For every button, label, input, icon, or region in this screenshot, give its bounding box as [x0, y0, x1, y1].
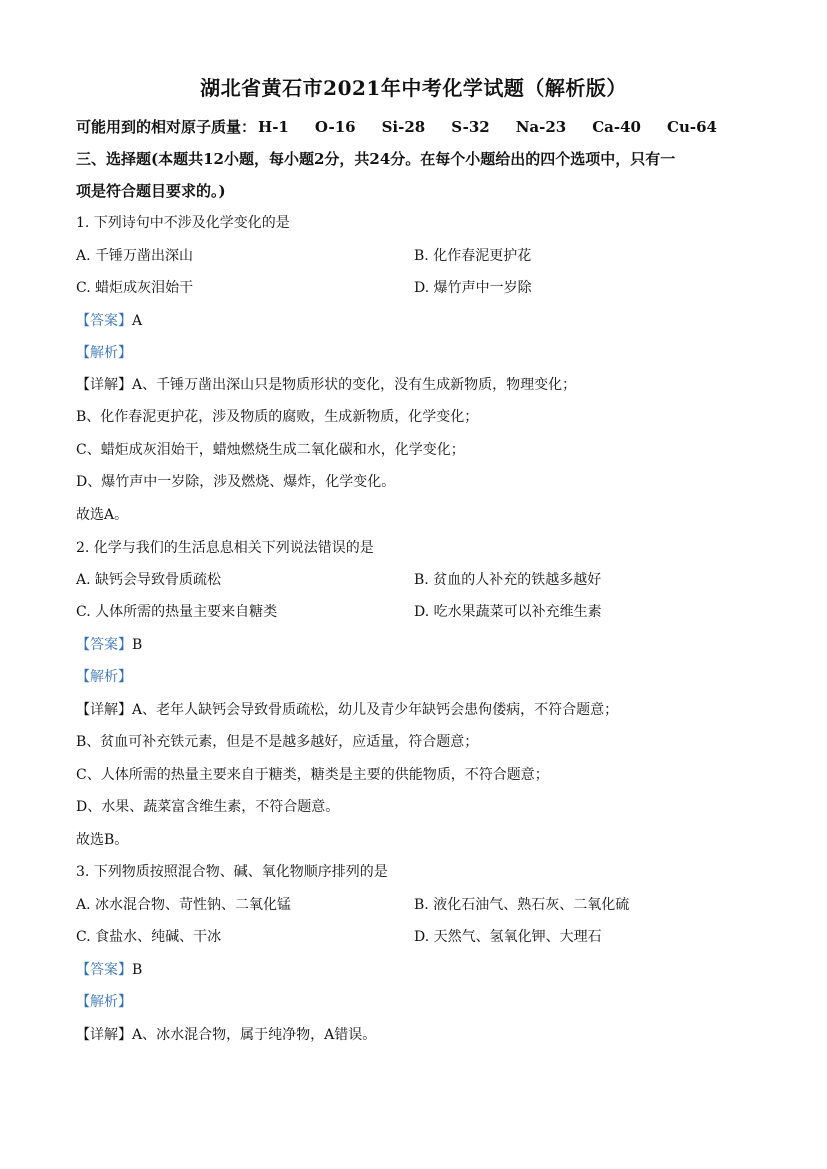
option-a: A. 缺钙会导致骨质疏松 [76, 572, 222, 588]
detail-label: 【详解】 [76, 702, 132, 718]
atomic-mass-label: 可能用到的相对原子质量： [76, 118, 257, 136]
analysis-label: 【解析】 [76, 669, 132, 685]
answer-value: B [132, 637, 143, 653]
atomic-mass-item: Cu-64 [667, 118, 717, 136]
atomic-mass-item: Na-23 [515, 118, 567, 136]
atomic-mass-item: Si-28 [381, 118, 426, 136]
detail-line [76, 699, 618, 719]
question-stem: 2. 化学与我们的生活息息相关下列说法错误的是 [76, 540, 374, 556]
detail-text: D、水果、蔬菜富含维生素，不符合题意。 [76, 799, 340, 815]
detail-text: A、千锤万凿出深山只是物质形状的变化，没有生成新物质，物理变化； [132, 377, 577, 393]
answer-value: B [132, 962, 143, 978]
detail-text: D、爆竹声中一岁除，涉及燃烧、爆炸，化学变化。 [76, 474, 396, 490]
option-b: B. 液化石油气、熟石灰、二氧化硫 [414, 897, 630, 913]
detail-text: C、人体所需的热量主要来自于糖类，糖类是主要的供能物质，不符合题意； [76, 767, 549, 783]
option-d: D. 爆竹声中一岁除 [414, 280, 532, 296]
option-b: B. 化作春泥更护花 [414, 248, 532, 264]
section-heading-line1: 三、选择题(本题共12小题，每小题2分，共24分。在每个小题给出的四个选项中，只有一 [76, 150, 676, 168]
answer-value: A [132, 313, 143, 329]
detail-text: B、化作春泥更护花，涉及物质的腐败，生成新物质，化学变化； [76, 409, 479, 425]
answer-line [76, 959, 142, 979]
detail-label: 【详解】 [76, 377, 132, 393]
analysis-label: 【解析】 [76, 345, 132, 361]
option-b: B. 贫血的人补充的铁越多越好 [414, 572, 602, 588]
answer-label: 【答案】 [76, 962, 132, 978]
answer-line [76, 310, 142, 330]
detail-label: 【详解】 [76, 1027, 132, 1043]
atomic-mass-item: H-1 [258, 118, 289, 136]
detail-line [76, 1024, 376, 1044]
answer-label: 【答案】 [76, 637, 132, 653]
detail-text: C、蜡炬成灰泪始干，蜡烛燃烧生成二氧化碳和水，化学变化； [76, 442, 465, 458]
question-stem: 3. 下列物质按照混合物、碱、氧化物顺序排列的是 [76, 864, 388, 880]
detail-text: A、冰水混合物，属于纯净物，A错误。 [132, 1027, 377, 1043]
atomic-mass-item: Ca-40 [592, 118, 641, 136]
detail-text: B、贫血可补充铁元素，但是不是越多越好，应适量，符合题意； [76, 734, 479, 750]
option-c: C. 食盐水、纯碱、干冰 [76, 929, 222, 945]
detail-text: A、老年人缺钙会导致骨质疏松，幼儿及青少年缺钙会患佝偻病，不符合题意； [132, 702, 619, 718]
answer-line [76, 634, 142, 654]
question-stem: 1. 下列诗句中不涉及化学变化的是 [76, 215, 290, 231]
option-c: C. 蜡炬成灰泪始干 [76, 280, 194, 296]
detail-line [76, 374, 576, 394]
atomic-mass-line [76, 116, 743, 137]
analysis-label: 【解析】 [76, 994, 132, 1010]
section-heading-line2: 项是符合题目要求的。) [76, 182, 226, 200]
atomic-mass-item: S-32 [451, 118, 490, 136]
option-a: A. 千锤万凿出深山 [76, 248, 194, 264]
conclusion-text: 故选A。 [76, 507, 129, 523]
option-d: D. 吃水果蔬菜可以补充维生素 [414, 604, 602, 620]
atomic-mass-item: O-16 [314, 118, 356, 136]
page-title: 湖北省黄石市2021年中考化学试题（解析版） [200, 76, 627, 100]
answer-label: 【答案】 [76, 313, 132, 329]
option-a: A. 冰水混合物、苛性钠、二氧化锰 [76, 897, 292, 913]
conclusion-text: 故选B。 [76, 832, 129, 848]
option-d: D. 天然气、氢氧化钾、大理石 [414, 929, 602, 945]
option-c: C. 人体所需的热量主要来自糖类 [76, 604, 278, 620]
